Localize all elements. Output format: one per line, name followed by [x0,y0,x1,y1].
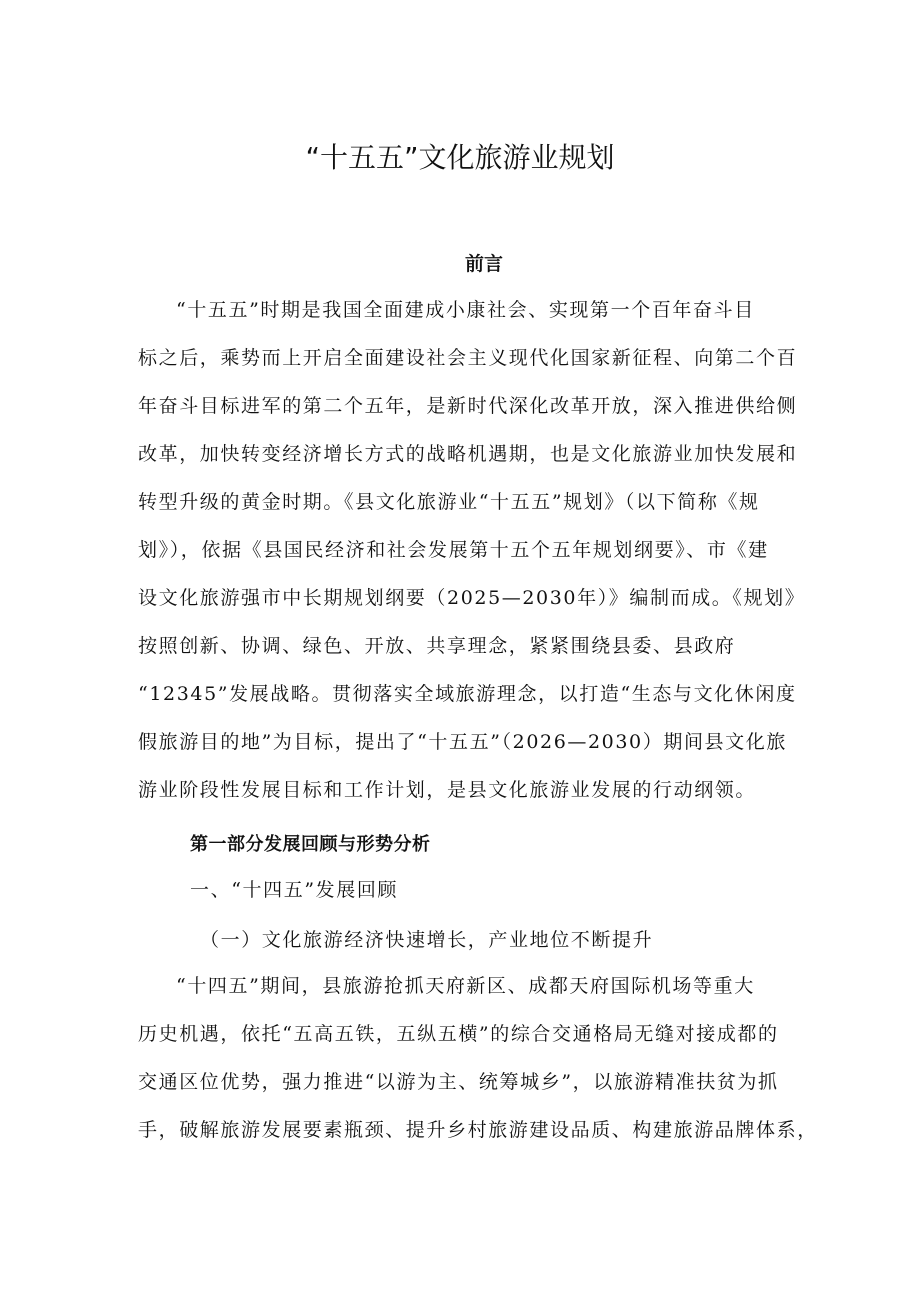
paragraph-line: 手，破解旅游发展要素瓶颈、提升乡村旅游建设品质、构建旅游品牌体系， [138,1119,818,1141]
section-heading: 一、“十四五”发展回顾 [190,879,399,901]
paragraph-line: 假旅游目的地”为目标，提出了“十五五”（2026—2030）期间县文化旅 [138,731,787,753]
paragraph-line: 划》），依据《县国民经济和社会发展第十五个五年规划纲要》、市《建 [138,539,769,561]
paragraph-line: “十四五”期间，县旅游抢抓天府新区、成都天府国际机场等重大 [176,975,755,997]
paragraph-line: 按照创新、协调、绿色、开放、共享理念，紧紧围绕县委、县政府 [138,635,736,657]
paragraph-line: 游业阶段性发展目标和工作计划，是县文化旅游业发展的行动纲领。 [138,779,757,801]
paragraph-line: “12345”发展战略。贯彻落实全域旅游理念，以打造“生态与文化休闲度 [138,683,797,705]
preface-heading: 前言 [464,253,503,275]
subsection-heading: （一）文化旅游经济快速增长，产业地位不断提升 [200,929,654,951]
document-title: “十五五”文化旅游业规划 [305,141,615,174]
paragraph-line: 交通区位优势，强力推进“以游为主、统筹城乡”，以旅游精准扶贫为抓 [138,1071,779,1093]
paragraph-line: 转型升级的黄金时期。《县文化旅游业“十五五”规划》（以下简称《规 [138,491,760,513]
paragraph-line: 历史机遇，依托“五高五铁，五纵五横”的综合交通格局无缝对接成都的 [138,1023,779,1045]
section-paragraph [138,962,838,1154]
paragraph-line: “十五五”时期是我国全面建成小康社会、实现第一个百年奋斗目 [176,299,755,321]
paragraph-line: 设文化旅游强市中长期规划纲要（2025—2030年）》编制而成。《规划》 [138,587,806,609]
part-heading: 第一部分发展回顾与形势分析 [190,834,431,855]
paragraph-line: 标之后，乘势而上开启全面建设社会主义现代化国家新征程、向第二个百 [138,347,798,369]
preface-paragraph [138,286,838,814]
paragraph-line: 年奋斗目标进军的第二个五年，是新时代深化改革开放，深入推进供给侧 [138,395,798,417]
paragraph-line: 改革，加快转变经济增长方式的战略机遇期，也是文化旅游业加快发展和 [138,443,798,465]
